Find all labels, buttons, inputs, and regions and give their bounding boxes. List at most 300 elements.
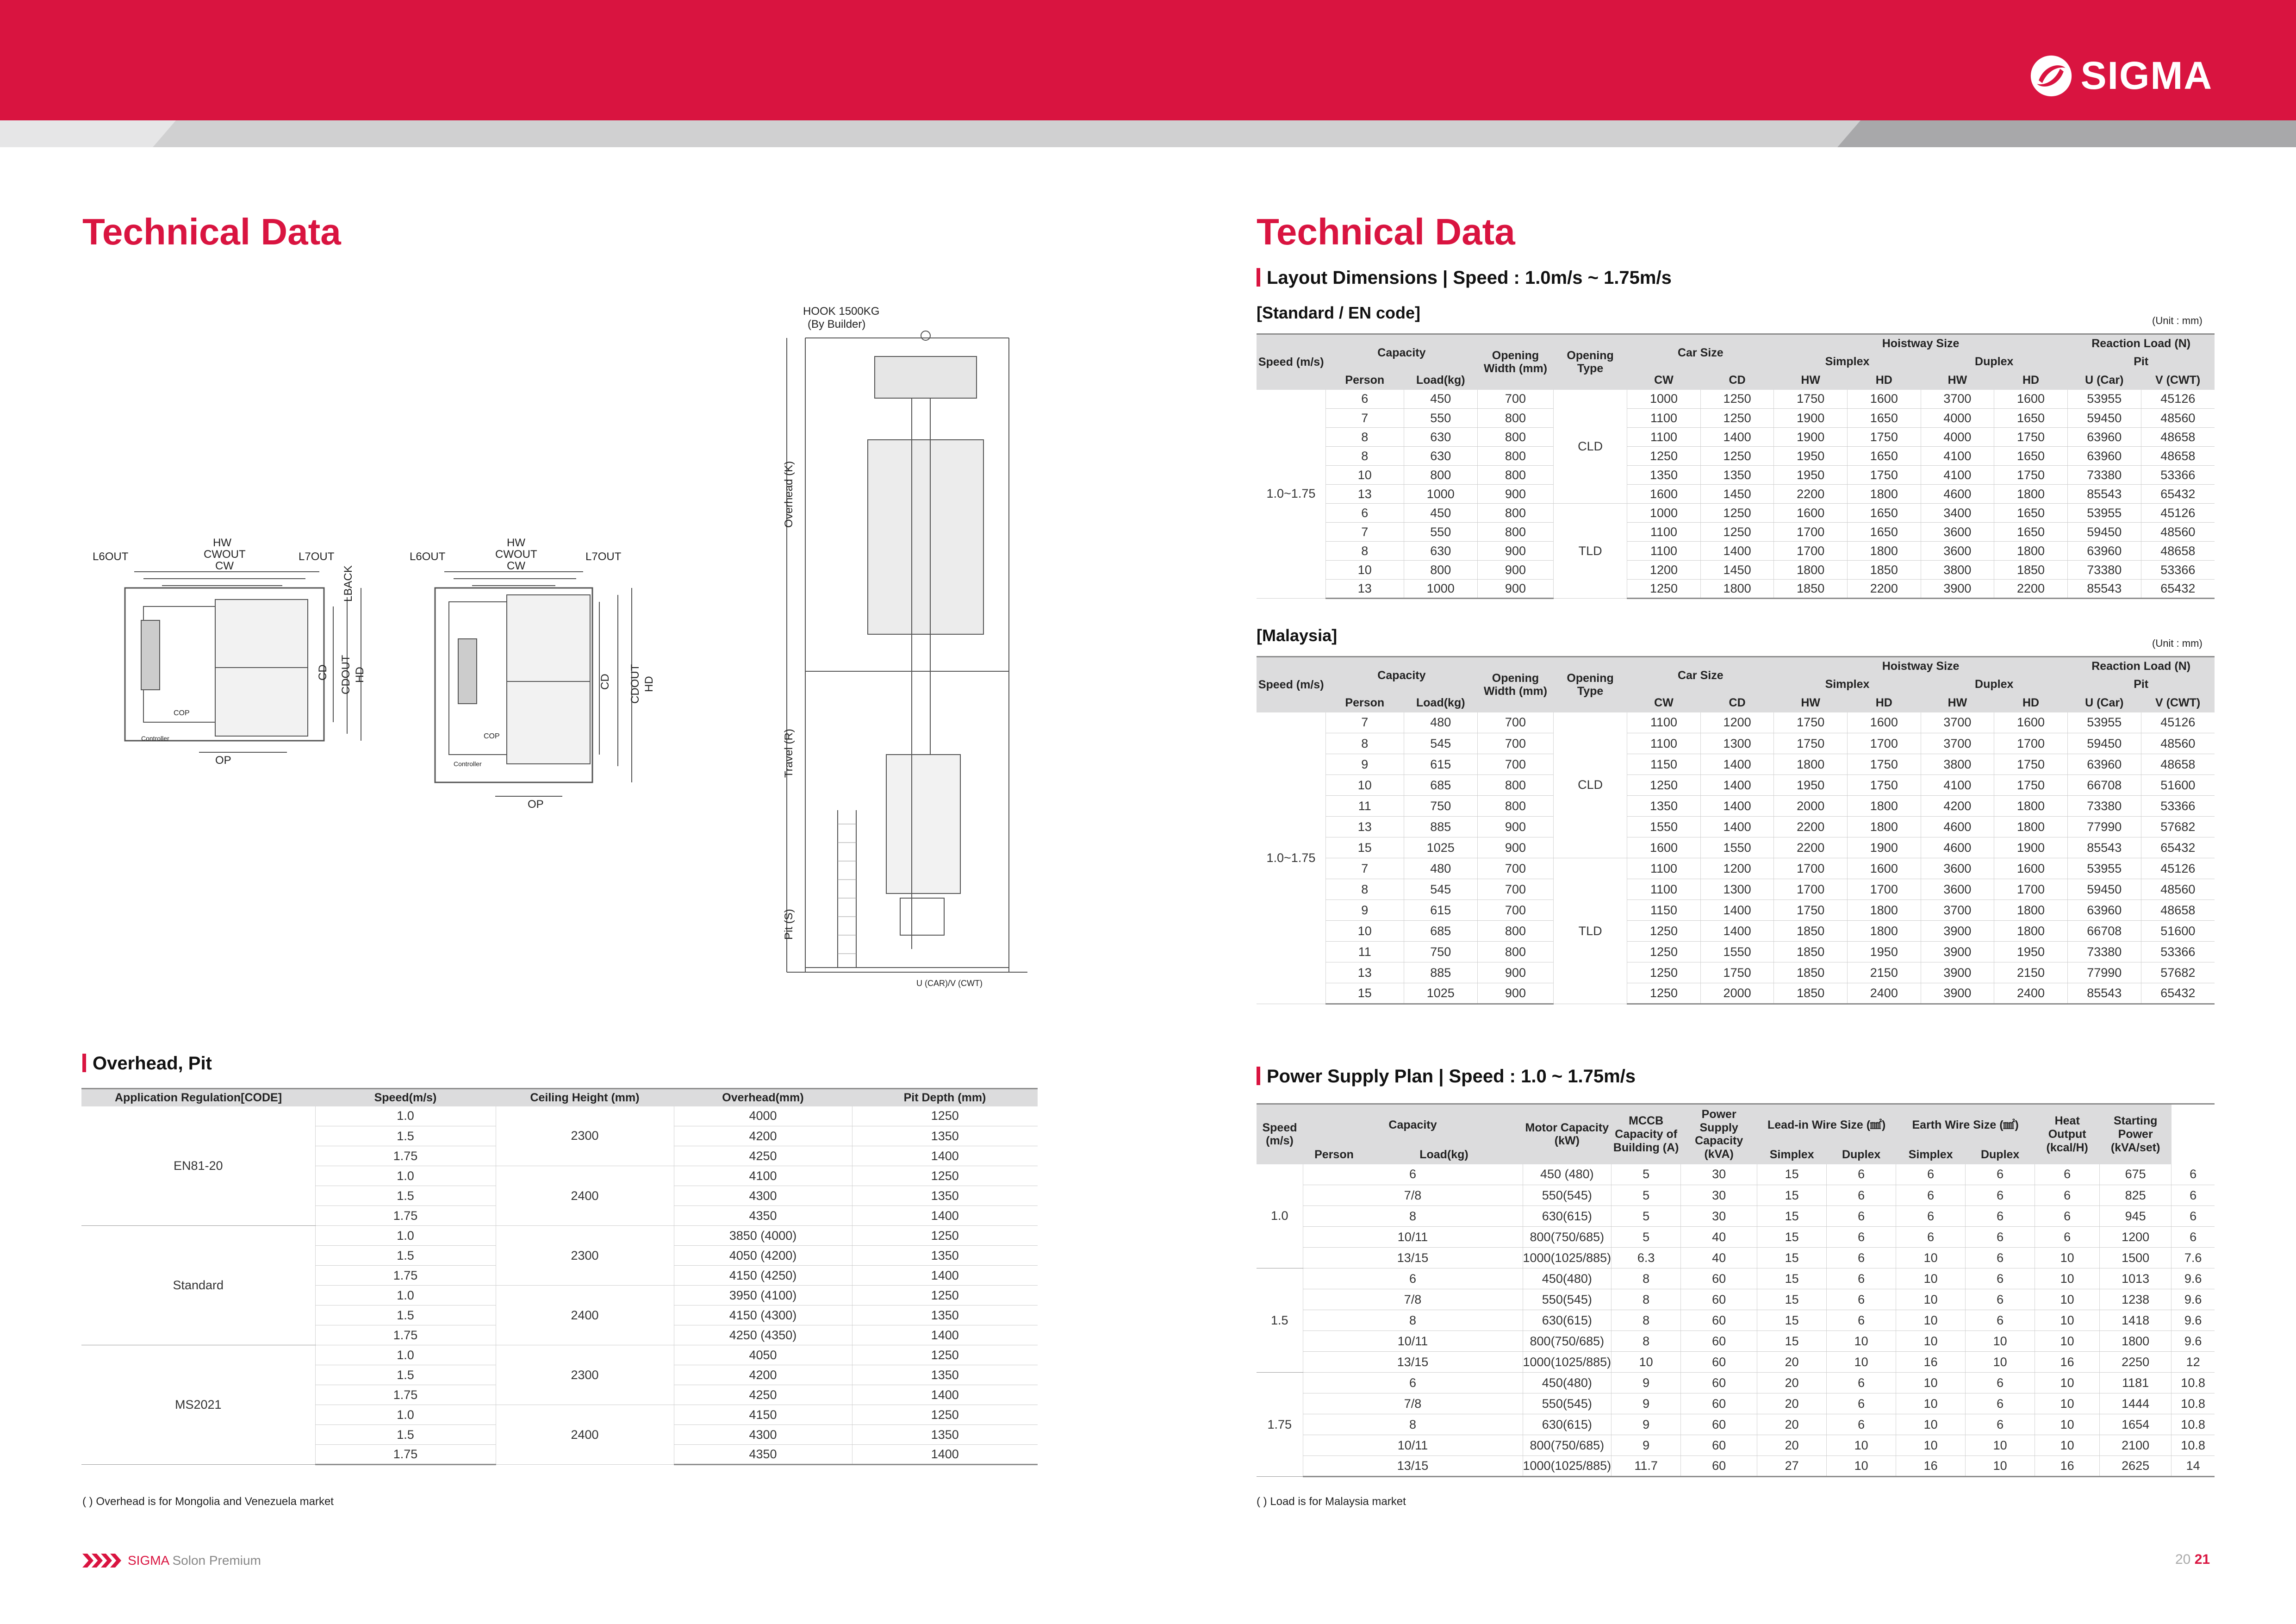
table-cell: 900 [1477, 962, 1553, 983]
table-cell: 6 [2172, 1206, 2215, 1227]
table-cell: 1000(1025/885) [1523, 1352, 1612, 1373]
table-cell: 10 [2035, 1331, 2100, 1352]
table-cell: 65432 [2141, 983, 2215, 1004]
section-overhead-pit: Overhead, Pit [82, 1053, 212, 1074]
col-header: CW [1627, 694, 1701, 712]
table-cell: 6 [1896, 1206, 1966, 1227]
table-cell: 900 [1477, 837, 1553, 858]
table-cell: 10 [1827, 1456, 1896, 1477]
table-cell: 1800 [1848, 900, 1921, 921]
svg-text:LBACK: LBACK [342, 565, 355, 602]
table-cell: 750 [1404, 796, 1477, 817]
table-cell: 1350 [1700, 466, 1774, 485]
table-cell: 8 [1303, 1310, 1523, 1331]
col-header: Person [1325, 371, 1404, 390]
table-cell: 1400 [852, 1445, 1038, 1465]
table-cell: 15 [1757, 1227, 1827, 1248]
table-cell: 11.7 [1612, 1456, 1681, 1477]
overhead-pit-table [81, 1088, 1038, 1465]
table-cell: 1300 [1700, 879, 1774, 900]
table-cell: 1.5 [315, 1246, 496, 1266]
table-cell: 13 [1325, 962, 1404, 983]
table-cell: 1350 [1627, 796, 1701, 817]
table-cell: 1654 [2100, 1414, 2172, 1435]
table-cell: 1800 [1848, 542, 1921, 561]
table-cell: 1100 [1627, 733, 1701, 754]
table-row [1257, 1310, 2215, 1331]
table-cell: 5 [1612, 1185, 1681, 1206]
col-header: Load(kg) [1365, 1146, 1523, 1164]
table-cell: 1800 [1848, 921, 1921, 942]
table-cell: 885 [1404, 962, 1477, 983]
table-cell: 6 [1966, 1206, 2035, 1227]
table-cell: 1250 [852, 1166, 1038, 1186]
table-cell: 7 [1325, 523, 1404, 542]
table-cell: 1.5 [315, 1425, 496, 1445]
table-row [1257, 1185, 2215, 1206]
table-cell: 85543 [2067, 837, 2141, 858]
table-cell: 85543 [2067, 983, 2141, 1004]
table-cell: 2400 [1994, 983, 2068, 1004]
col-header: V (CWT) [2141, 694, 2215, 712]
table-row [1257, 900, 2215, 921]
table-cell: 2200 [1774, 837, 1848, 858]
table-cell: 1.0 [315, 1226, 496, 1246]
table-cell: 900 [1477, 561, 1553, 580]
table-cell: 3600 [1921, 879, 1994, 900]
table-cell: 77990 [2067, 962, 2141, 983]
table-cell: 2000 [1700, 983, 1774, 1004]
standard-label: [Standard / EN code] [1257, 303, 1421, 322]
table-cell: 700 [1477, 858, 1553, 879]
table-cell: 10 [1827, 1331, 1896, 1352]
table-cell: 1250 [1700, 504, 1774, 523]
table-cell: 60 [1681, 1414, 1757, 1435]
col-header: V (CWT) [2141, 371, 2215, 390]
opening-type-cell: TLD [1554, 858, 1627, 1004]
table-row [1257, 962, 2215, 983]
table-cell: 1750 [1848, 466, 1921, 485]
table-cell: 6 [1827, 1248, 1896, 1268]
table-cell: 73380 [2067, 466, 2141, 485]
table-cell: 800 [1404, 561, 1477, 580]
table-cell: 2200 [1994, 580, 2068, 599]
table-cell: 1.75 [315, 1146, 496, 1166]
table-cell: 1700 [1994, 733, 2068, 754]
table-cell: 2625 [2100, 1456, 2172, 1477]
table-cell: 59450 [2067, 409, 2141, 428]
table-cell: 4350 [674, 1206, 852, 1226]
table-cell: 550(545) [1523, 1185, 1612, 1206]
table-cell: 1900 [1774, 409, 1848, 428]
table-cell: 1250 [1627, 447, 1701, 466]
plan-simplex [125, 572, 361, 752]
table-cell: 1000(1025/885) [1523, 1248, 1612, 1268]
speed-cell: 1.0~1.75 [1257, 712, 1325, 1004]
table-cell: 1400 [852, 1266, 1038, 1286]
table-cell: 4250 [674, 1385, 852, 1405]
col-header: Opening Width (mm) [1477, 657, 1553, 712]
ceiling-cell: 2400 [496, 1286, 674, 1345]
table-cell: 1750 [1848, 754, 1921, 775]
table-cell: 10 [1325, 775, 1404, 796]
table-cell: 10 [1325, 561, 1404, 580]
table-cell: 1350 [852, 1305, 1038, 1325]
table-cell: 450 [1404, 504, 1477, 523]
table-cell: 3900 [1921, 962, 1994, 983]
table-cell: 6 [2035, 1164, 2100, 1185]
table-cell: 1600 [1994, 390, 2068, 409]
table-row [1257, 858, 2215, 879]
table-cell: 885 [1404, 817, 1477, 837]
col-header: Capacity [1325, 334, 1477, 371]
table-cell: 1750 [1994, 754, 2068, 775]
table-cell: 800 [1477, 409, 1553, 428]
table-cell: 10 [1896, 1289, 1966, 1310]
table-cell: 4000 [1921, 428, 1994, 447]
table-row [1257, 580, 2215, 599]
table-cell: 4100 [674, 1166, 852, 1186]
table-cell: 1600 [1627, 485, 1701, 504]
table-cell: 1.75 [315, 1266, 496, 1286]
table-cell: 10 [2035, 1289, 2100, 1310]
table-cell: 1025 [1404, 837, 1477, 858]
table-cell: 1400 [852, 1325, 1038, 1345]
table-cell: 16 [2035, 1352, 2100, 1373]
table-cell: 9 [1612, 1373, 1681, 1393]
svg-text:CD: CD [599, 674, 611, 690]
table-cell: 66708 [2067, 775, 2141, 796]
table-cell: 4250 [674, 1146, 852, 1166]
brand-name: SIGMA [2080, 54, 2213, 97]
table-cell: 1150 [1627, 754, 1701, 775]
table-cell: 1900 [1774, 428, 1848, 447]
table-cell: 3600 [1921, 523, 1994, 542]
table-cell: 13/15 [1303, 1352, 1523, 1373]
table-cell: 1800 [1700, 580, 1774, 599]
table-cell: 1400 [1700, 428, 1774, 447]
table-cell: 1400 [1700, 900, 1774, 921]
table-cell: 10 [1612, 1352, 1681, 1373]
table-cell: 1150 [1627, 900, 1701, 921]
col-header: HW [1921, 371, 1994, 390]
col-header: Overhead(mm) [674, 1089, 852, 1106]
table-cell: 1800 [1994, 796, 2068, 817]
col-header: Capacity [1325, 657, 1477, 694]
table-cell: 3900 [1921, 580, 1994, 599]
col-header: Simplex [1774, 353, 1921, 371]
col-header: Opening Type [1554, 657, 1627, 712]
table-cell: 4150 (4300) [674, 1305, 852, 1325]
table-cell: 1850 [1774, 921, 1848, 942]
table-cell: 1850 [1848, 561, 1921, 580]
table-cell: 63960 [2067, 428, 2141, 447]
svg-text:Controller: Controller [454, 760, 482, 768]
table-cell: 6 [1966, 1373, 2035, 1393]
table-cell: 900 [1477, 542, 1553, 561]
table-cell: 6 [1896, 1227, 1966, 1248]
table-cell: 6 [1966, 1268, 2035, 1289]
svg-text:OP: OP [528, 798, 544, 811]
table-cell: 1100 [1627, 409, 1701, 428]
table-cell: 60 [1681, 1393, 1757, 1414]
table-cell: 9 [1325, 900, 1404, 921]
table-cell: 700 [1477, 733, 1553, 754]
table-cell: 6 [2035, 1185, 2100, 1206]
table-cell: 800 [1477, 523, 1553, 542]
table-cell: 1350 [852, 1425, 1038, 1445]
table-cell: 1250 [1700, 523, 1774, 542]
table-cell: 685 [1404, 921, 1477, 942]
table-cell: 630(615) [1523, 1310, 1612, 1331]
svg-text:HW: HW [213, 537, 231, 549]
table-cell: 1100 [1627, 523, 1701, 542]
table-cell: 6 [2172, 1185, 2215, 1206]
table-row [1257, 447, 2215, 466]
table-cell: 63960 [2067, 447, 2141, 466]
page-numbers: 20 21 [2175, 1552, 2210, 1567]
svg-text:CD: CD [317, 664, 329, 681]
table-cell: 1750 [1700, 962, 1774, 983]
table-cell: 11 [1325, 942, 1404, 962]
table-cell: 1800 [1774, 754, 1848, 775]
table-cell: 900 [1477, 485, 1553, 504]
table-cell: 545 [1404, 733, 1477, 754]
table-cell: 1900 [1994, 837, 2068, 858]
table-cell: 1650 [1848, 504, 1921, 523]
table-cell: 8 [1303, 1414, 1523, 1435]
table-cell: 20 [1757, 1352, 1827, 1373]
table-cell: 60 [1681, 1352, 1757, 1373]
table-cell: 1250 [1700, 390, 1774, 409]
regulation-cell: MS2021 [81, 1345, 315, 1465]
table-cell: 1181 [2100, 1373, 2172, 1393]
table-cell: 4600 [1921, 837, 1994, 858]
table-cell: 15 [1757, 1310, 1827, 1331]
table-cell: 48560 [2141, 733, 2215, 754]
table-cell: 65432 [2141, 580, 2215, 599]
table-cell: 20 [1757, 1435, 1827, 1456]
table-cell: 1350 [852, 1126, 1038, 1146]
col-header: U (Car) [2067, 694, 2141, 712]
table-cell: 48658 [2141, 900, 2215, 921]
table-row [1257, 1373, 2215, 1393]
table-row [1257, 942, 2215, 962]
table-cell: 1800 [1994, 817, 2068, 837]
table-cell: 1100 [1627, 858, 1701, 879]
table-cell: 1700 [1774, 523, 1848, 542]
table-cell: 1250 [852, 1226, 1038, 1246]
table-cell: 9 [1325, 754, 1404, 775]
table-cell: 800(750/685) [1523, 1331, 1612, 1352]
table-cell: 1700 [1774, 542, 1848, 561]
speed-cell: 1.5 [1257, 1268, 1303, 1373]
col-header: Pit [2067, 353, 2215, 371]
footer-brand: SIGMA Solon Premium [82, 1553, 261, 1568]
col-header: Speed(m/s) [315, 1089, 496, 1106]
col-header: Ceiling Height (mm) [496, 1089, 674, 1106]
col-header: Heat Output (kcal/H) [2035, 1104, 2100, 1164]
table-cell: 800 [1477, 796, 1553, 817]
col-header: Speed (m/s) [1257, 334, 1325, 390]
table-cell: 16 [2035, 1456, 2100, 1477]
table-cell: 630 [1404, 447, 1477, 466]
table-cell: 20 [1757, 1414, 1827, 1435]
table-cell: 2400 [1848, 983, 1921, 1004]
col-header: Person [1325, 694, 1404, 712]
col-header: HW [1774, 371, 1848, 390]
table-cell: 1350 [1627, 466, 1701, 485]
svg-text:CWOUT: CWOUT [204, 548, 246, 561]
table-cell: 10 [2035, 1435, 2100, 1456]
table-cell: 1850 [1994, 561, 2068, 580]
table-cell: 8 [1325, 733, 1404, 754]
table-cell: 73380 [2067, 561, 2141, 580]
table-cell: 1950 [1774, 447, 1848, 466]
table-cell: 15 [1325, 837, 1404, 858]
col-header: Duplex [1921, 353, 2067, 371]
table-cell: 6.3 [1612, 1248, 1681, 1268]
table-cell: 3900 [1921, 942, 1994, 962]
col-header: CD [1700, 694, 1774, 712]
table-cell: 65432 [2141, 485, 2215, 504]
col-header: Simplex [1757, 1146, 1827, 1164]
table-row [1257, 796, 2215, 817]
table-row [1257, 775, 2215, 796]
table-cell: 85543 [2067, 485, 2141, 504]
table-cell: 3850 (4000) [674, 1226, 852, 1246]
table-row [1257, 1227, 2215, 1248]
table-cell: 1.0 [315, 1345, 496, 1365]
table-cell: 8 [1612, 1331, 1681, 1352]
table-cell: 3700 [1921, 900, 1994, 921]
col-header: Simplex [1774, 675, 1921, 694]
col-header: Speed (m/s) [1257, 657, 1325, 712]
hoistway-section-diagram [778, 301, 1037, 995]
table-cell: 2200 [1848, 580, 1921, 599]
table-cell: 1250 [1627, 921, 1701, 942]
table-cell: 550(545) [1523, 1289, 1612, 1310]
table-row [1257, 1456, 2215, 1477]
svg-text:Controller: Controller [141, 735, 169, 742]
table-cell: 630 [1404, 542, 1477, 561]
table-cell: 1300 [1700, 733, 1774, 754]
speed-cell: 1.0~1.75 [1257, 390, 1325, 599]
table-cell: 1250 [1627, 942, 1701, 962]
table-cell: 3700 [1921, 390, 1994, 409]
table-cell: 800 [1477, 504, 1553, 523]
table-cell: 45126 [2141, 504, 2215, 523]
table-cell: 10 [1827, 1435, 1896, 1456]
table-cell: 6 [1966, 1310, 2035, 1331]
table-cell: 630 [1404, 428, 1477, 447]
table-cell: 1650 [1994, 523, 2068, 542]
table-cell: 1450 [1700, 561, 1774, 580]
table-cell: 700 [1477, 390, 1553, 409]
speed-cell: 1.75 [1257, 1373, 1303, 1477]
table-cell: 1400 [1700, 775, 1774, 796]
table-cell: 4000 [674, 1106, 852, 1126]
table-cell: 13 [1325, 580, 1404, 599]
table-cell: 13/15 [1303, 1248, 1523, 1268]
table-cell: 1800 [1994, 921, 2068, 942]
table-row [1257, 817, 2215, 837]
table-cell: 57682 [2141, 962, 2215, 983]
table-cell: 9 [1612, 1393, 1681, 1414]
col-header: HW [1921, 694, 1994, 712]
svg-text:COP: COP [174, 709, 190, 717]
svg-text:CDOUT: CDOUT [629, 664, 641, 704]
table-cell: 1.75 [315, 1206, 496, 1226]
svg-text:U (CAR)/V (CWT): U (CAR)/V (CWT) [916, 979, 983, 988]
table-cell: 65432 [2141, 837, 2215, 858]
table-cell: 4050 (4200) [674, 1246, 852, 1266]
table-cell: 6 [1966, 1185, 2035, 1206]
col-header: HD [1848, 371, 1921, 390]
page-title-left: Technical Data [82, 211, 341, 252]
table-cell: 615 [1404, 754, 1477, 775]
table-cell: 1750 [1774, 900, 1848, 921]
svg-text:HW: HW [507, 537, 525, 549]
table-cell: 1.75 [315, 1385, 496, 1405]
table-cell: 1.5 [315, 1365, 496, 1385]
table-cell: 6 [1827, 1310, 1896, 1331]
table-cell: 2150 [1994, 962, 2068, 983]
table-cell: 7 [1325, 409, 1404, 428]
table-cell: 45126 [2141, 858, 2215, 879]
table-cell: 2150 [1848, 962, 1921, 983]
table-cell: 8 [1325, 428, 1404, 447]
table-cell: 1500 [2100, 1248, 2172, 1268]
table-cell: 10 [1827, 1352, 1896, 1373]
table-cell: 8 [1325, 447, 1404, 466]
table-cell: 4150 (4250) [674, 1266, 852, 1286]
table-cell: 10 [1325, 466, 1404, 485]
table-cell: 6 [2035, 1227, 2100, 1248]
table-cell: 1400 [852, 1385, 1038, 1405]
table-cell: 1950 [1774, 775, 1848, 796]
table-cell: 1000 [1627, 504, 1701, 523]
table-cell: 1100 [1627, 712, 1701, 733]
table-cell: 1800 [1774, 561, 1848, 580]
col-header: Speed (m/s) [1257, 1104, 1303, 1164]
table-cell: 40 [1681, 1248, 1757, 1268]
table-cell: 5 [1612, 1164, 1681, 1185]
table-cell: 1850 [1774, 942, 1848, 962]
table-row [1257, 504, 2215, 523]
table-cell: 1.5 [315, 1186, 496, 1206]
table-cell: 53366 [2141, 561, 2215, 580]
opening-type-cell: CLD [1554, 390, 1627, 504]
table-cell: 9.6 [2172, 1331, 2215, 1352]
table-cell: 10 [1896, 1248, 1966, 1268]
table-cell: 10 [1896, 1373, 1966, 1393]
table-cell: 1250 [1700, 409, 1774, 428]
table-row [1257, 1206, 2215, 1227]
col-header: Duplex [1921, 675, 2067, 694]
table-row [1257, 1393, 2215, 1414]
table-cell: 6 [1896, 1164, 1966, 1185]
regulation-cell: Standard [81, 1226, 315, 1345]
table-cell: 1.0 [315, 1166, 496, 1186]
table-cell: 27 [1757, 1456, 1827, 1477]
table-cell: 6 [1827, 1185, 1896, 1206]
table-cell: 6 [1303, 1268, 1523, 1289]
opening-type-cell: CLD [1554, 712, 1627, 858]
table-cell: 12 [2172, 1352, 2215, 1373]
table-cell: 6 [1966, 1248, 2035, 1268]
col-header: Load(kg) [1404, 371, 1477, 390]
